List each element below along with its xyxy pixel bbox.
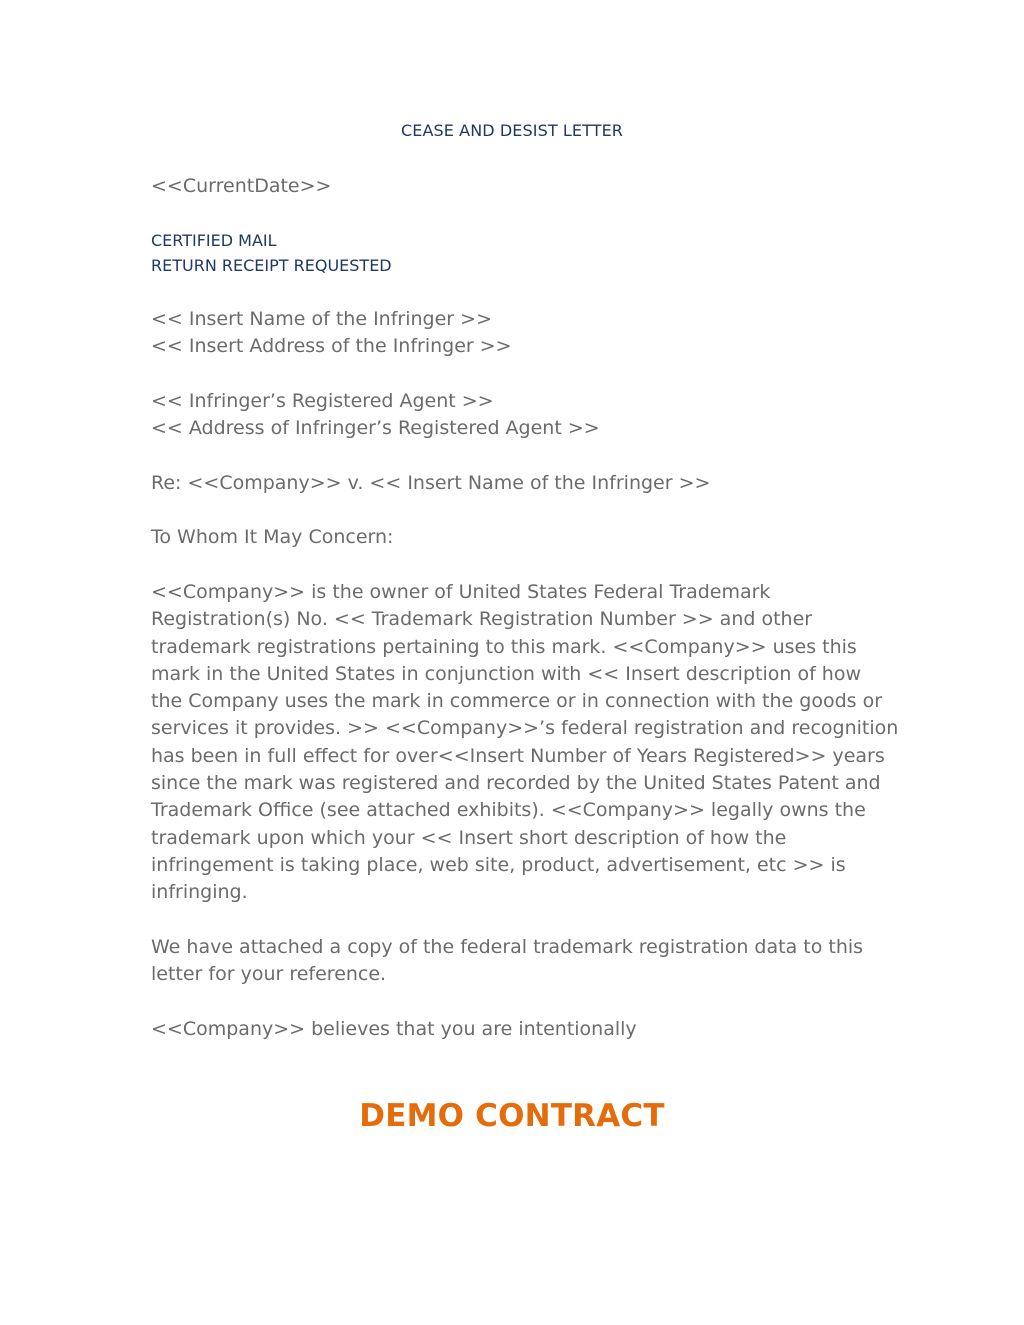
paragraph-attachment <box>151 934 876 989</box>
paragraph-line: We have attached a copy of the federal trademark registration data to this <box>151 936 864 958</box>
paragraph-belief <box>151 1016 876 1043</box>
paragraph-line: mark in the United States in conjunction with << Insert description of how <box>151 662 862 685</box>
paragraph-line: the Company uses the mark in commerce or in connection with the goods or <box>151 690 883 713</box>
date-placeholder: <<CurrentDate>> <box>151 175 332 197</box>
paragraph-line: trademark upon which your << Insert short description of how the <box>151 826 787 849</box>
paragraph-line: has been in full effect for over<<Insert Number of Years Registered>> years <box>151 744 885 767</box>
paragraph-line: <<Company>> is the owner of United States Federal Trademark <box>151 581 771 603</box>
mail-instructions <box>151 228 392 278</box>
mail-line: RETURN RECEIPT REQUESTED <box>151 256 392 275</box>
infringer-address: << Insert Address of the Infringer >> <box>151 335 512 358</box>
paragraph-line: Registration(s) No. << Trademark Registration Number >> and other <box>151 608 813 631</box>
agent-address: << Address of Infringer’s Registered Agent >> <box>151 417 600 440</box>
paragraph-ownership <box>151 579 899 907</box>
paragraph-line: since the mark was registered and recorded by the United States Patent and <box>151 772 881 795</box>
re-line: Re: <<Company>> v. << Insert Name of the Infringer >> <box>151 472 711 494</box>
infringer-block <box>151 306 876 361</box>
paragraph-line: Trademark Office (see attached exhibits). <<Company>> legally owns the <box>151 799 866 822</box>
infringer-name: << Insert Name of the Infringer >> <box>151 308 492 330</box>
paragraph-line: letter for your reference. <box>151 963 387 986</box>
demo-watermark: DEMO CONTRACT <box>359 1098 665 1134</box>
paragraph-line: infringing. <box>151 881 248 904</box>
salutation: To Whom It May Concern: <box>151 526 394 548</box>
mail-line: CERTIFIED MAIL <box>151 231 277 250</box>
paragraph-line: <<Company>> believes that you are intentionally <box>151 1018 637 1040</box>
paragraph-line: services it provides. >> <<Company>>’s federal registration and recognition <box>151 717 899 740</box>
agent-name: << Infringer’s Registered Agent >> <box>151 390 494 412</box>
paragraph-line: trademark registrations pertaining to this mark. <<Company>> uses this <box>151 635 857 658</box>
document-title: CEASE AND DESIST LETTER <box>400 121 624 140</box>
agent-block <box>151 388 876 443</box>
paragraph-line: infringement is taking place, web site, product, advertisement, etc >> is <box>151 853 846 876</box>
